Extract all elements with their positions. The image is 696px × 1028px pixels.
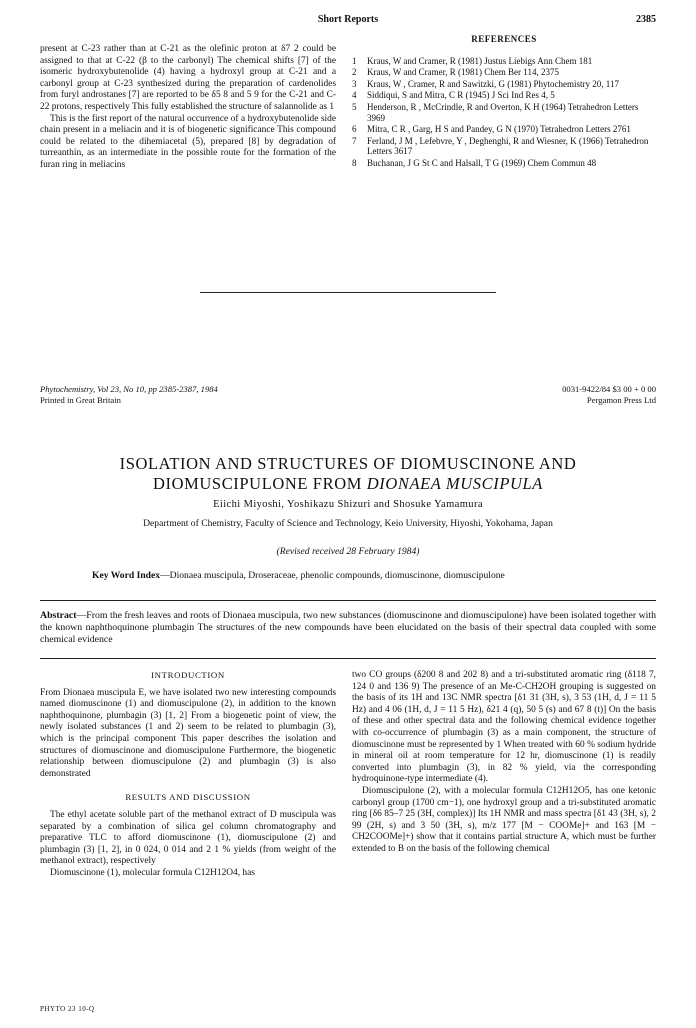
page-number: 2385 xyxy=(636,14,656,25)
discussion-paragraph: Diomuscipulone (2), with a molecular formula C12H12O5, has one ketonic carbonyl group (1700 cm−1), one hydroxyl group and a tri-substituted aromatic ring [δ6 85–7 25 (3H, complex)] Its 1H NMR and mass spectra [δ1 43 (3H, s), 2 99 (2H, s) and 3 50 (3H, s), m/z 177 [M − COOMe]+ and 163 [M − CH2COOMe]+) show that it contains partial structure A, which must be further extended to B on the basis of the following chemical xyxy=(352,785,656,854)
right-column xyxy=(352,670,656,856)
title-line-2-plain: DIOMUSCIPULONE FROM xyxy=(153,474,367,493)
abstract-bottom-rule xyxy=(40,658,656,659)
reference-number: 4 xyxy=(352,90,357,101)
reference-number: 6 xyxy=(352,124,357,135)
printed-in: Printed in Great Britain xyxy=(40,394,121,405)
title-line-1: ISOLATION AND STRUCTURES OF DIOMUSCINONE AND xyxy=(119,454,577,473)
reference-number: 2 xyxy=(352,67,357,78)
previous-article-text xyxy=(40,44,336,172)
references-heading: REFERENCES xyxy=(471,34,537,44)
reference-item xyxy=(352,102,656,123)
reference-number: 1 xyxy=(352,55,357,66)
footer-code: PHYTO 23 10-Q xyxy=(40,1005,95,1013)
article-code: 0031-9422/84 $3 00 + 0 00 xyxy=(562,384,656,394)
title-line-2-species: DIONAEA MUSCIPULA xyxy=(366,474,543,493)
left-column xyxy=(40,670,336,880)
reference-item xyxy=(352,67,656,78)
reference-item xyxy=(352,56,656,67)
reference-item xyxy=(352,90,656,101)
introduction-paragraph: From Dionaea muscipula E, we have isolated two new interesting compounds named diomuscinone (1) and diomuscipulone (2), in addition to the known naphthoquinone, plumbagin (3) [1, 2] From a biogenetic point of view, the newly isolated substances (1 and 2) seem to be related to plumbagin (3), which is the principal component This paper describes the isolation and structures of diomuscinone and diomuscipulone Furthermore, the biogenetic relationship between diomuscipulone (2) and plumbagin (3) is also demonstrated xyxy=(40,687,336,779)
reference-text: Kraus, W and Cramer, R (1981) Justus Liebigs Ann Chem 181 xyxy=(367,55,593,66)
reference-item xyxy=(352,124,656,135)
references-section xyxy=(352,34,656,170)
abstract-top-rule xyxy=(40,600,656,601)
results-paragraph: The ethyl acetate soluble part of the methanol extract of D muscipula was separated by a combination of silica gel column chromatography and preparative TLC to afford diomuscinone (1), diomuscipulone (2) and plumbagin (3) [1, 2], in 0 024, 0 014 and 2 1 % yields (from weight of the methanol extract), respectively xyxy=(40,809,336,867)
results-heading: RESULTS AND DISCUSSION xyxy=(125,792,251,803)
authors: Eiichi Miyoshi, Yoshikazu Shizuri and Shosuke Yamamura xyxy=(213,499,483,510)
affiliation: Department of Chemistry, Faculty of Science and Technology, Keio University, Hiyoshi, Yokohama, Japan xyxy=(143,518,553,529)
reference-item xyxy=(352,79,656,90)
article-separator-rule xyxy=(200,292,496,293)
key-word-index xyxy=(92,570,652,581)
reference-text: Mitra, C R , Garg, H S and Pandey, G N (1970) Tetrahedron Letters 2761 xyxy=(367,124,631,135)
reference-text: Henderson, R , McCrindle, R and Overton, K H (1964) Tetrahedron Letters 3969 xyxy=(367,101,639,123)
reference-number: 3 xyxy=(352,78,357,89)
introduction-heading: INTRODUCTION xyxy=(151,670,225,680)
keywords-text: —Dionaea muscipula, Droseraceae, phenolic compounds, diomuscinone, diomuscipulone xyxy=(160,570,505,581)
reference-text: Kraus, W , Cramer, R and Sawitzki, G (1981) Phytochemistry 20, 117 xyxy=(367,78,619,89)
reference-item xyxy=(352,136,656,157)
title-line-2 xyxy=(40,474,656,494)
reference-text: Buchanan, J G St C and Halsall, T G (1969) Chem Commun 48 xyxy=(367,157,597,168)
reference-text: Siddiqui, S and Mitra, C R (1945) J Sci Ind Res 4, 5 xyxy=(367,90,555,101)
results-paragraph: Diomuscinone (1), molecular formula C12H12O4, has xyxy=(50,867,255,878)
received-date: (Revised received 28 February 1984) xyxy=(276,546,420,557)
previous-article-paragraph: present at C-23 rather than at C-21 as the olefinic proton at δ7 2 could be assigned to that at C-22 (β to the carbonyl) The chemical shifts [7] of the isomeric hydroxybutenolide (4) having a hydroxyl group at C-21 and a carbonyl group at C-23 synthesized during the preparation of cardenolides from furyl androstanes [7] are reported to be δ5 8 and 5 9 for the C-21 and C-22 protons, respectively This fully established the structure of salannolide as 1 xyxy=(40,44,336,112)
previous-article-paragraph: This is the first report of the natural occurrence of a hydroxybutenolide side chain present in a meliacin and it is of biogenetic significance This compound could be related to the dihemiacetal (5), prepared [8] by degradation of turreanthin, as an intermediate in the possible route for the formation of the furan ring in meliacins xyxy=(40,113,336,170)
reference-number: 8 xyxy=(352,157,357,168)
publisher-citation xyxy=(562,384,656,405)
article-title xyxy=(40,454,656,494)
reference-list xyxy=(352,56,656,169)
keywords-label: Key Word Index xyxy=(92,570,161,581)
abstract-text: —From the fresh leaves and roots of Dionaea muscipula, two new substances (diomuscinone and diomuscipulone) have been isolated together with the known naphthoquinone plumbagin The structures of the new compounds have been elucidated on the basis of their spectral data coupled with some chemical evidence xyxy=(40,610,656,645)
abstract xyxy=(40,610,656,646)
reference-number: 5 xyxy=(352,101,357,112)
abstract-label: Abstract xyxy=(40,610,77,621)
journal-citation xyxy=(40,384,218,405)
reference-number: 7 xyxy=(352,135,357,146)
reference-text: Kraus, W and Cramer, R (1981) Chem Ber 114, 2375 xyxy=(367,67,559,78)
discussion-paragraph: two CO groups (δ200 8 and 202 8) and a tri-substituted aromatic ring (δ118 7, 124 0 and 136 9) The presence of an Me-C-CH2OH grouping is suggested on the basis of its 1H and 13C NMR spectra [δ1 31 (3H, s), 3 53 (1H, d, J = 11 5 Hz) and 4 06 (1H, d, J = 11 5 Hz), δ21 4 (q), 50 5 (s) and 67 8 (t)] On the basis of these and other spectral data and the following chemical evidence together with co-occurrence of plumbagin (3) as a main component, the structure of diomuscinone must be represented by 1 When treated with 60 % sodium hydride in mineral oil at room temperature for 12 hr, diomuscinone (1) is readily converted into plumbagin (3), in 82 % yield, via the corresponding hydroquinone-type intermediate (4). xyxy=(352,670,656,785)
running-head xyxy=(40,14,656,30)
journal-reference: Phytochemistry, Vol 23, No 10, pp 2385-2387, 1984 xyxy=(40,384,218,394)
publisher-name: Pergamon Press Ltd xyxy=(586,394,656,405)
reference-text: Ferland, J M , Lefebvre, Y , Deghenghi, R and Wiesner, K (1966) Tetrahedron Letters 3617 xyxy=(367,135,649,157)
running-head-title: Short Reports xyxy=(317,14,379,25)
reference-item xyxy=(352,158,656,169)
